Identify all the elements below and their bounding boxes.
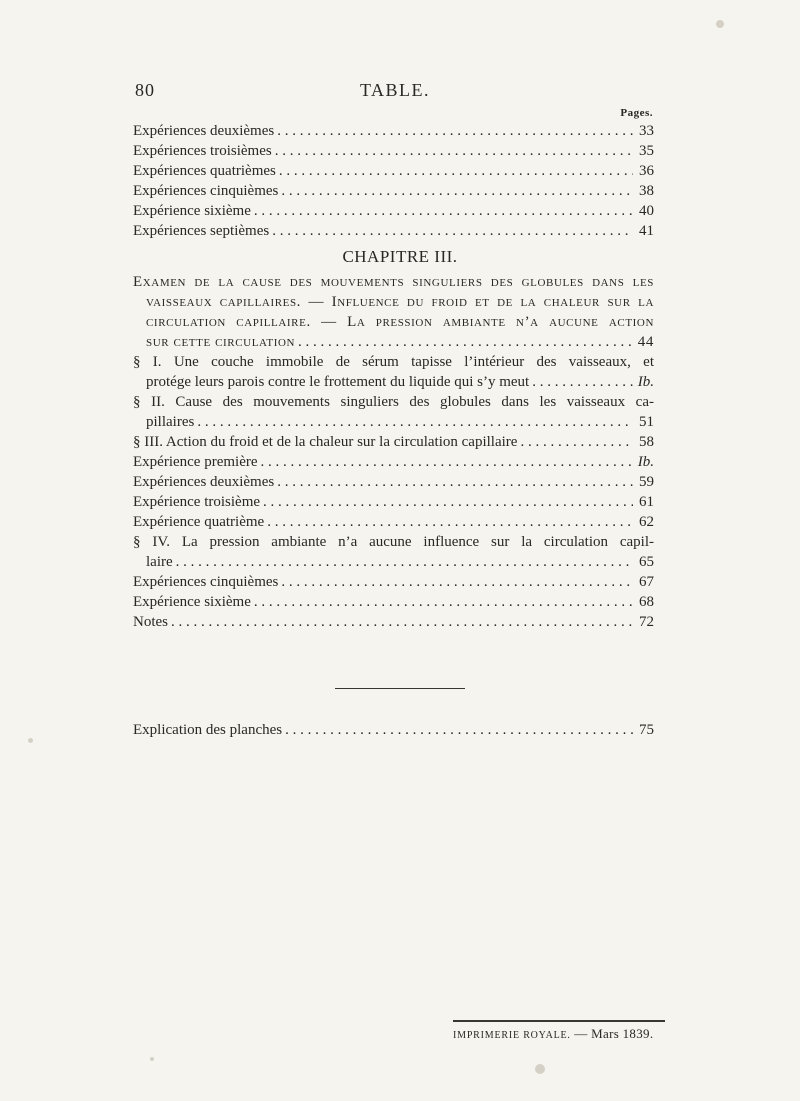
section-entry[interactable] <box>133 392 654 432</box>
toc-entry-label: Expérience quatrième <box>133 514 265 530</box>
leader-dots <box>171 612 633 632</box>
toc-entry-page: 51 <box>639 414 654 430</box>
paper-speck <box>28 738 33 743</box>
printer-name: IMPRIMERIE ROYALE. <box>453 1030 571 1041</box>
toc-explication <box>133 720 654 740</box>
section-entry[interactable] <box>133 352 654 392</box>
paper-speck <box>150 1057 154 1061</box>
toc-entry-label: § III. Action du froid et de la chaleur sur la circulation capillaire <box>133 434 518 450</box>
print-date: Mars 1839. <box>591 1026 654 1041</box>
toc-entry <box>133 372 654 392</box>
toc-entry-page: Ib. <box>637 454 654 470</box>
toc-entry-page: 75 <box>639 722 654 738</box>
toc-entry-label: pillaires <box>146 414 195 430</box>
paper-speck <box>535 1064 545 1074</box>
leader-dots <box>281 181 633 201</box>
section-entry[interactable] <box>133 532 654 572</box>
page-header <box>135 80 655 102</box>
leader-dots <box>281 572 633 592</box>
toc-entry[interactable] <box>133 492 654 512</box>
toc-entry-page: 72 <box>639 614 654 630</box>
toc-entry-label: Expériences cinquièmes <box>133 183 279 199</box>
chapter-heading-line: Examen de la cause des mouvements singuliers des globules dans les <box>133 274 654 290</box>
leader-dots <box>277 472 633 492</box>
toc-entry-label: Expérience troisième <box>133 494 261 510</box>
toc-entry[interactable] <box>133 432 654 452</box>
toc-entry[interactable] <box>133 181 654 201</box>
toc-entry-page: 33 <box>639 123 654 139</box>
imprint-line <box>453 1026 653 1042</box>
toc-entry[interactable] <box>133 221 654 241</box>
toc-entry-page: 65 <box>639 554 654 570</box>
toc-entry-label: Expérience première <box>133 454 258 470</box>
leader-dots <box>197 412 633 432</box>
toc-entry-page: 40 <box>639 203 654 219</box>
toc-entry-page: 62 <box>639 514 654 530</box>
leader-dots <box>272 221 633 241</box>
leader-dots <box>279 161 633 181</box>
chapter-heading-line: circulation capillaire. — La pression ambiante n’a aucune action <box>146 314 654 330</box>
toc-entry[interactable] <box>133 161 654 181</box>
leader-dots <box>261 452 633 472</box>
toc-entry-page: 41 <box>639 223 654 239</box>
toc-entry[interactable] <box>133 720 654 740</box>
toc-entry[interactable] <box>133 472 654 492</box>
chapter-title: CHAPITRE III. <box>342 247 458 266</box>
toc-entry-label: Notes <box>133 614 168 630</box>
toc-entry[interactable] <box>133 612 654 632</box>
leader-dots <box>520 432 633 452</box>
section-line: § IV. La pression ambiante n’a aucune influence sur la circulation capil- <box>133 534 654 550</box>
imprint-dash: — <box>570 1026 592 1041</box>
toc-entry-page: Ib. <box>637 374 654 390</box>
page-number: 80 <box>135 80 155 100</box>
toc-entry-page: 61 <box>639 494 654 510</box>
leader-dots <box>254 201 633 221</box>
toc-entry-label: Explication des planches <box>133 722 283 738</box>
section-line: § I. Une couche immobile de sérum tapisse l’intérieur des vaisseaux, et <box>133 354 654 370</box>
leader-dots <box>254 592 633 612</box>
toc-entry-label: laire <box>146 554 173 570</box>
toc-entry-label: Expérience sixième <box>133 594 251 610</box>
toc-entry-label: Expériences troisièmes <box>133 143 272 159</box>
toc-entry-label: Expériences deuxièmes <box>133 474 275 490</box>
toc-entry-label: Expériences septièmes <box>133 223 270 239</box>
toc-entry-page: 59 <box>639 474 654 490</box>
toc-entry-label: Expériences deuxièmes <box>133 123 275 139</box>
toc-chapter-three <box>133 272 654 632</box>
toc-entry[interactable] <box>133 512 654 532</box>
toc-entry[interactable] <box>133 452 654 472</box>
leader-dots <box>298 332 633 352</box>
leader-dots <box>176 552 633 572</box>
toc-entry-label: sur cette circulation <box>146 334 296 350</box>
section-line: § II. Cause des mouvements singuliers des globules dans les vaisseaux ca- <box>133 394 654 410</box>
toc-entry-page: 38 <box>639 183 654 199</box>
toc-entry[interactable] <box>133 141 654 161</box>
leader-dots <box>277 121 633 141</box>
toc-entry[interactable] <box>133 121 654 141</box>
toc-entry-page: 67 <box>639 574 654 590</box>
leader-dots <box>532 372 633 392</box>
toc-entry-page: 44 <box>637 334 654 350</box>
toc-entry-label: protége leurs parois contre le frottement du liquide qui s’y meut <box>146 374 530 390</box>
chapter-heading-line: vaisseaux capillaires. — Influence du froid et de la chaleur sur la <box>146 294 654 310</box>
toc-entry <box>133 412 654 432</box>
toc-entry-label: Expérience sixième <box>133 203 251 219</box>
toc-entry[interactable] <box>133 592 654 612</box>
paper-speck <box>716 20 724 28</box>
toc-entry[interactable] <box>133 201 654 221</box>
leader-dots <box>285 720 633 740</box>
toc-entry[interactable] <box>133 572 654 592</box>
toc-entry-page: 58 <box>639 434 654 450</box>
pages-column-label: Pages. <box>620 107 653 119</box>
toc-entry-page: 35 <box>639 143 654 159</box>
toc-entry-page: 68 <box>639 594 654 610</box>
chapter-heading-entry[interactable] <box>133 272 654 352</box>
section-divider <box>335 688 465 689</box>
toc-group-experiences <box>133 121 654 241</box>
leader-dots <box>263 492 633 512</box>
imprint-rule <box>453 1020 665 1022</box>
toc-entry-label: Expériences quatrièmes <box>133 163 276 179</box>
toc-entry-label: Expériences cinquièmes <box>133 574 279 590</box>
leader-dots <box>267 512 633 532</box>
running-title: TABLE. <box>359 80 431 100</box>
toc-entry-page: 36 <box>639 163 654 179</box>
leader-dots <box>275 141 633 161</box>
toc-entry <box>133 552 654 572</box>
toc-entry <box>133 332 654 352</box>
